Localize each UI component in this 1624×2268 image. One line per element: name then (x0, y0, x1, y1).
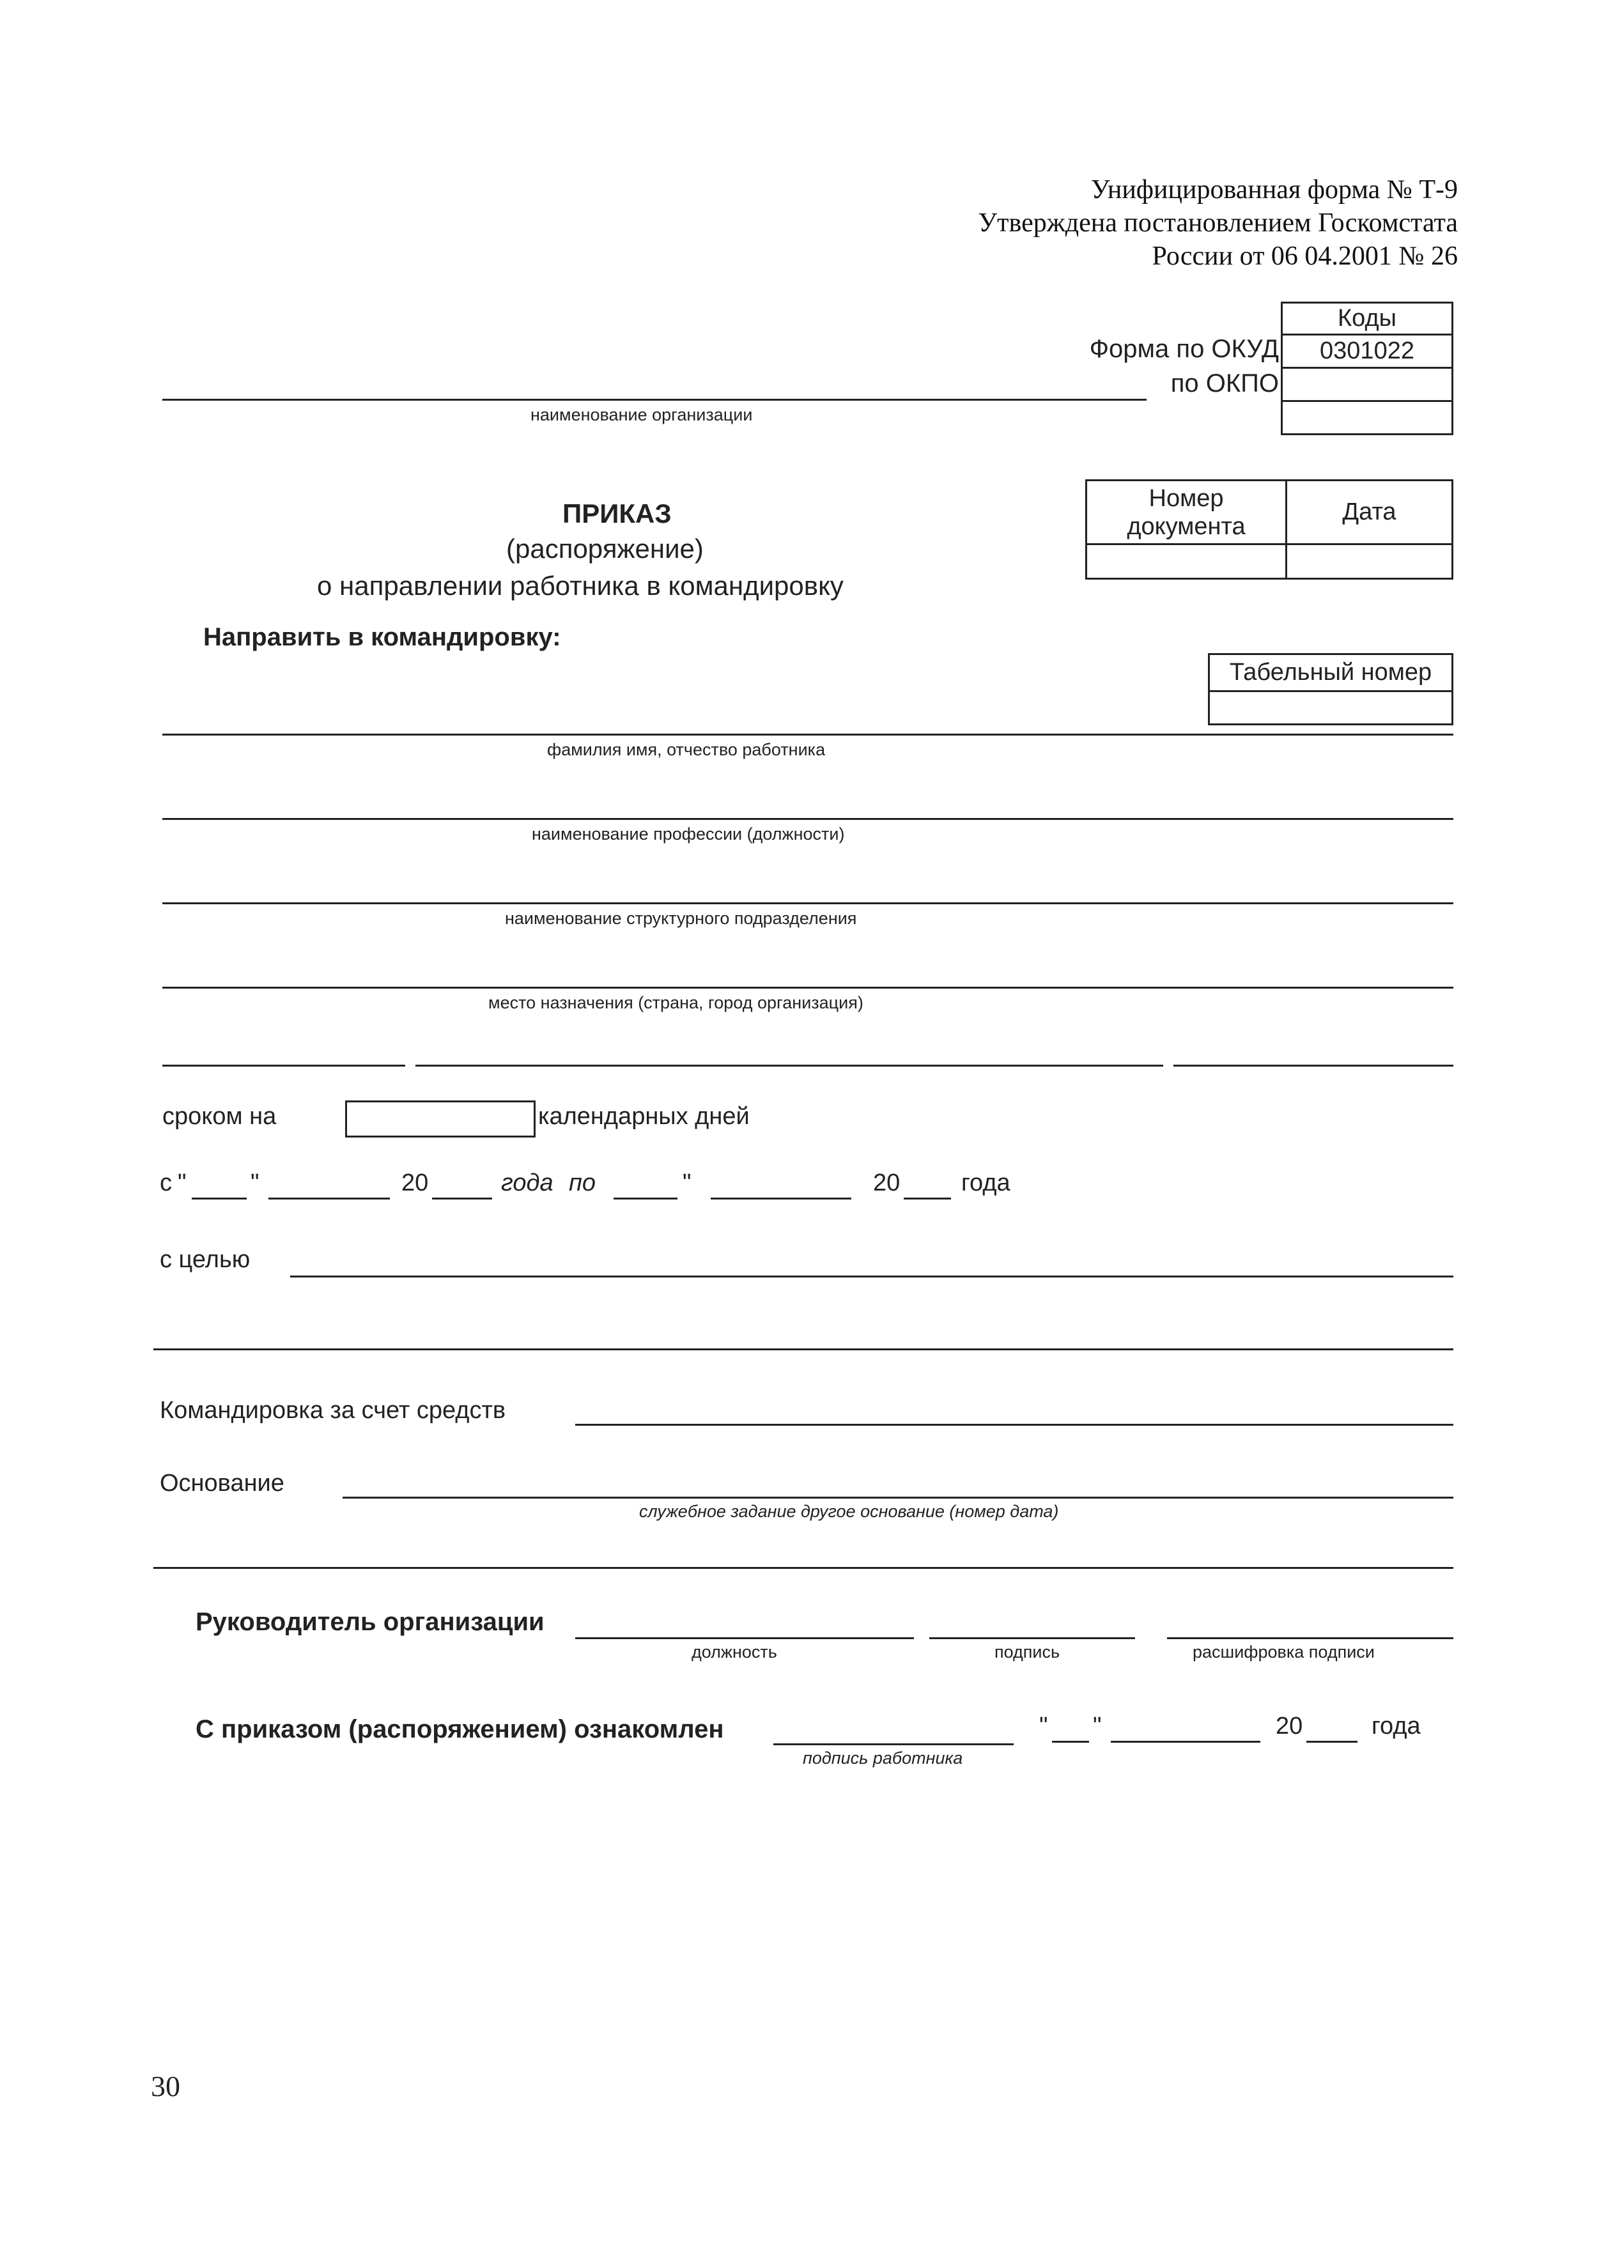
funds-label: Командировка за счет средств (160, 1397, 506, 1424)
fio-caption: фамилия имя, отчество работника (547, 740, 826, 759)
approved-line-1: Утверждена постановлением Госкомстата (978, 208, 1458, 238)
department-line[interactable] (162, 902, 1453, 904)
to-label: по (569, 1169, 596, 1196)
codes-title: Коды (1282, 303, 1453, 335)
organization-line[interactable] (162, 399, 1147, 401)
acquainted-day-line[interactable] (1052, 1741, 1089, 1743)
codes-extra-cell[interactable] (1282, 401, 1453, 435)
tabel-table (1208, 653, 1453, 725)
from-quote-open: " (178, 1169, 187, 1196)
destination-line[interactable] (162, 987, 1453, 989)
acquainted-label: С приказом (распоряжением) ознакомлен (196, 1715, 724, 1743)
from-quote-close: " (251, 1169, 259, 1196)
doc-number-value[interactable] (1087, 544, 1287, 579)
to-year-word: года (961, 1169, 1010, 1196)
head-decode-caption: расшифровка подписи (1193, 1642, 1375, 1662)
term-prefix: сроком на (162, 1103, 277, 1130)
order-topic: о направлении работника в командировку (317, 571, 844, 601)
acquainted-signature-line[interactable] (773, 1743, 1014, 1745)
acquainted-year-line[interactable] (1306, 1741, 1357, 1743)
acquainted-quote-close: " (1093, 1713, 1102, 1740)
term-suffix: календарных дней (538, 1103, 750, 1130)
order-subtitle: (распоряжение) (506, 534, 704, 564)
head-decode-line[interactable] (1167, 1637, 1453, 1639)
head-signature-caption: подпись (994, 1642, 1060, 1662)
destination-extra-line-1[interactable] (162, 1065, 405, 1067)
purpose-line-2[interactable] (153, 1348, 1453, 1350)
organization-caption: наименование организации (530, 405, 753, 424)
purpose-line-1[interactable] (290, 1276, 1453, 1277)
acquainted-signature-caption: подпись работника (803, 1748, 963, 1768)
codes-table (1281, 302, 1453, 435)
okud-value[interactable]: 0301022 (1282, 335, 1453, 368)
date-header: Дата (1287, 481, 1453, 544)
from-year-word: года (501, 1169, 553, 1196)
head-label: Руководитель организации (196, 1608, 545, 1636)
to-year-line[interactable] (904, 1198, 951, 1200)
acquainted-quote-open: " (1039, 1713, 1048, 1740)
from-label: с (160, 1169, 172, 1196)
acquainted-year-word: года (1372, 1713, 1421, 1740)
purpose-label: с целью (160, 1246, 251, 1273)
destination-extra-line-3[interactable] (1173, 1065, 1453, 1067)
basis-line[interactable] (343, 1497, 1453, 1499)
destination-caption: место назначения (страна, город организация) (488, 993, 863, 1012)
funds-line[interactable] (575, 1424, 1453, 1426)
head-position-caption: должность (692, 1642, 777, 1662)
term-days-input[interactable] (345, 1100, 536, 1138)
destination-extra-line-2[interactable] (415, 1065, 1163, 1067)
to-quote-close: " (683, 1169, 692, 1196)
tabel-header: Табельный номер (1209, 654, 1453, 691)
head-position-line[interactable] (575, 1637, 914, 1639)
from-year-prefix: 20 (401, 1169, 429, 1196)
from-year-line[interactable] (432, 1198, 492, 1200)
from-month-line[interactable] (268, 1198, 390, 1200)
doc-number-table (1085, 479, 1453, 580)
profession-caption: наименование профессии (должности) (532, 824, 845, 844)
form-name: Унифицированная форма № Т-9 (1090, 175, 1458, 204)
head-signature-line[interactable] (929, 1637, 1135, 1639)
to-year-prefix: 20 (873, 1169, 901, 1196)
order-title: ПРИКАЗ (562, 498, 672, 528)
okpo-label: по ОКПО (1170, 369, 1279, 397)
send-label: Направить в командировку: (203, 623, 561, 651)
basis-caption: служебное задание другое основание (номер дата) (639, 1502, 1059, 1521)
fio-line[interactable] (162, 734, 1453, 736)
to-month-line[interactable] (711, 1198, 851, 1200)
acquainted-year-prefix: 20 (1276, 1713, 1303, 1740)
to-day-line[interactable] (614, 1198, 677, 1200)
okpo-value[interactable] (1282, 368, 1453, 401)
basis-label: Основание (160, 1470, 284, 1497)
approved-line-2: России от 06 04.2001 № 26 (1152, 242, 1458, 271)
department-caption: наименование структурного подразделения (505, 909, 857, 928)
page-number: 30 (151, 2070, 180, 2102)
okud-label: Форма по ОКУД (1089, 335, 1279, 363)
date-value[interactable] (1287, 544, 1453, 579)
acquainted-month-line[interactable] (1111, 1741, 1260, 1743)
tabel-value[interactable] (1209, 691, 1453, 725)
basis-line-2[interactable] (153, 1567, 1453, 1569)
doc-number-header: Номер документа (1087, 481, 1287, 544)
profession-line[interactable] (162, 818, 1453, 820)
from-day-line[interactable] (192, 1198, 247, 1200)
